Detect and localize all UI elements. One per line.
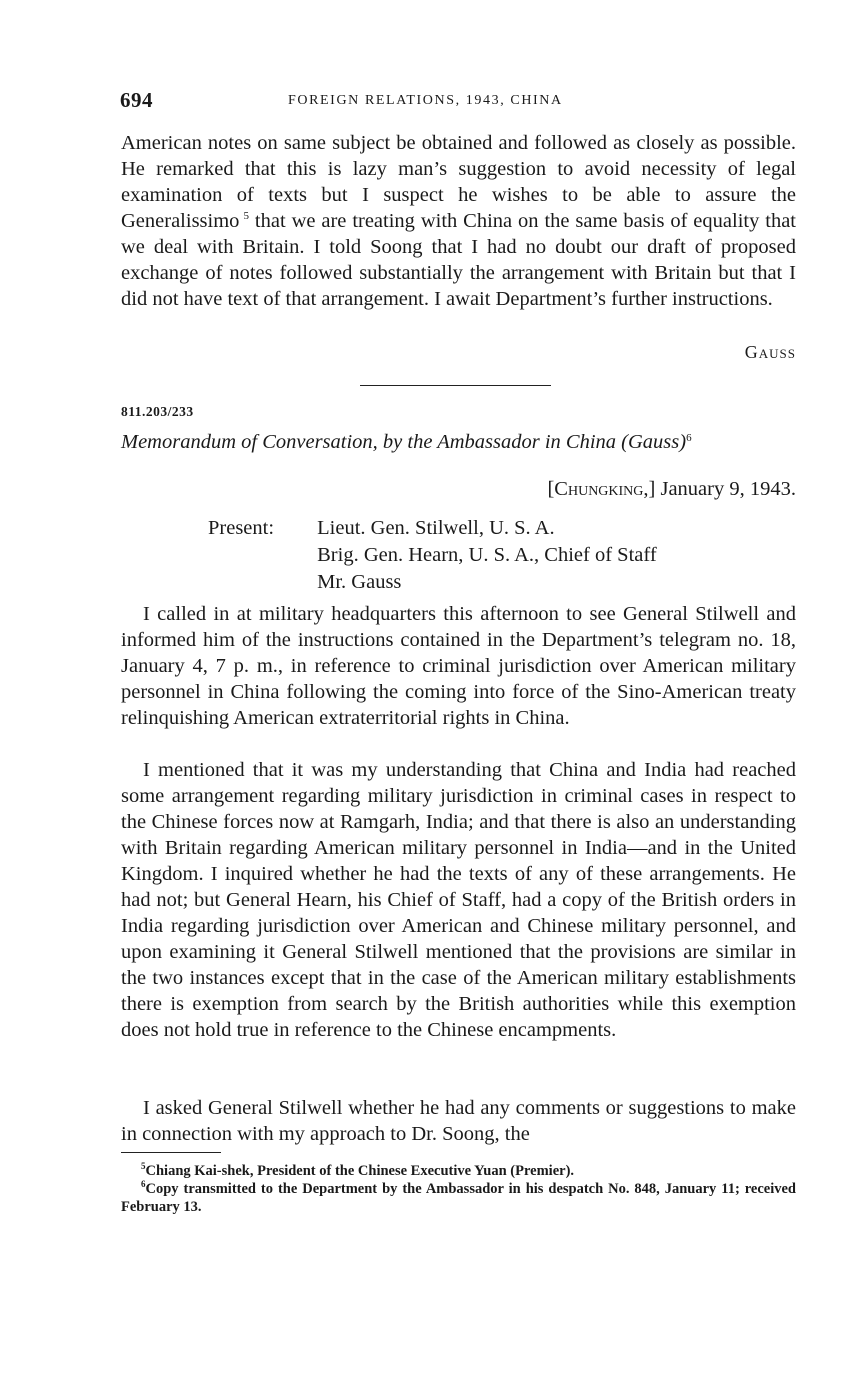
footnote-mark: 6: [141, 1179, 146, 1189]
dateline-place: [Chungking,]: [547, 478, 656, 500]
paragraph: I asked General Stilwell whether he had any comments or suggestions to make in connection with my approach to Dr. Soong, the: [121, 1097, 796, 1145]
attendee: Mr. Gauss: [317, 571, 402, 593]
continued-paragraph: [121, 130, 796, 312]
paragraph: I mentioned that it was my understanding that China and India had reached some arrangement regarding military jurisdiction in criminal cases in respect to the Chinese forces now at Ramgarh, India; and that there is also an understanding with Britain regarding American military personnel in India—and in the United Kingdom. I inquired whether he had the texts of any of these arrangements. He had not; but General Hearn, his Chief of Staff, had a copy of the British orders in India regarding jurisdiction over American and Chinese military personnel, and upon examining it General Stilwell mentioned that the provisions are similar in the two instances except that in the case of the American military establishments there is exemption from search by the British authorities while this exemption does not hold true in reference to the Chinese encampments.: [121, 759, 796, 1041]
dateline: [547, 478, 796, 501]
signature-gauss: Gauss: [744, 342, 796, 362]
page-header: [120, 88, 796, 114]
footnote-mark: 5: [141, 1161, 146, 1171]
section-divider: [360, 385, 551, 386]
paragraph: I called in at military headquarters this afternoon to see General Stilwell and informed him of the instructions contained in the Department’s telegram no. 18, January 4, 7 p. m., in reference to criminal jurisdiction over American military personnel in China following the coming into force of the Sino-American treaty relinquishing American extraterritorial rights in China.: [121, 603, 796, 729]
footnote-5: [121, 1162, 796, 1180]
present-label: Present:: [208, 517, 275, 539]
document-title: [121, 431, 796, 454]
attendee: Brig. Gen. Hearn, U. S. A., Chief of Staff: [317, 544, 657, 566]
document-title-text: Memorandum of Conversation, by the Ambassador in China (Gauss): [121, 431, 687, 453]
running-head: FOREIGN RELATIONS, 1943, CHINA: [288, 93, 563, 108]
footnote-divider: [121, 1152, 221, 1153]
footnote-ref-6: 6: [686, 432, 692, 444]
footnote-ref-5: 5: [243, 210, 250, 222]
footnote-text: Chiang Kai-shek, President of the Chinese Executive Yuan (Premier).: [145, 1163, 575, 1179]
footnote-6: [121, 1180, 796, 1216]
attendees: [317, 515, 657, 596]
page-number: 694: [120, 88, 153, 112]
continued-text-part-2: that we are treating with China on the same basis of equality that we deal with Britain. I told Soong that I had no doubt our draft of proposed exchange of notes followed substantially the arrangement with Britain but that I did not have text of that arrangement. I await Department’s further instructions.: [121, 210, 796, 310]
dateline-date: January 9, 1943.: [660, 478, 796, 500]
present-list: [208, 515, 657, 596]
footnote-text: Copy transmitted to the Department by the Ambassador in his despatch No. 848, January 11; received February 13.: [121, 1181, 796, 1215]
file-number: 811.203/233: [121, 404, 194, 419]
attendee: Lieut. Gen. Stilwell, U. S. A.: [317, 517, 555, 539]
continued-text-part-1: American notes on same subject be obtained and followed as closely as possible. He remarked that this is lazy man’s suggestion to avoid necessity of legal examination of texts but I suspect he wishes to be able to assure the Generalissimo: [121, 132, 796, 232]
